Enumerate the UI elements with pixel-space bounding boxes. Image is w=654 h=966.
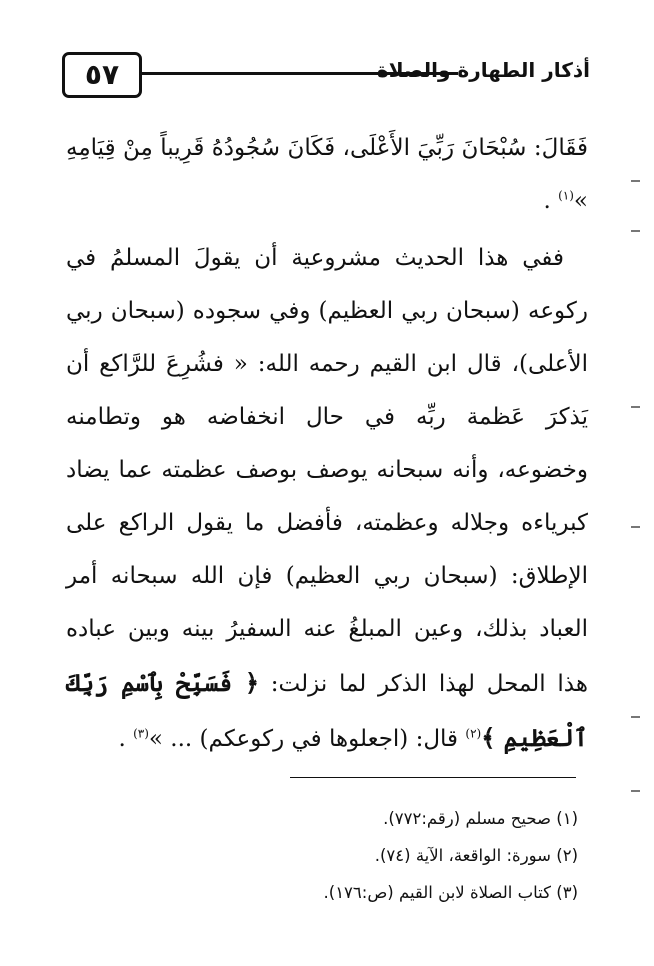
footnote-2: (٢) سورة: الواقعة، الآية (٧٤). bbox=[374, 846, 578, 865]
commentary-end: قال: (اجعلوها في ركوعكم) ... » bbox=[148, 726, 459, 752]
page-number: ٥٧ bbox=[62, 52, 142, 98]
margin-tick-mark bbox=[631, 406, 640, 408]
footnote-ref-3: (٣) bbox=[133, 726, 149, 741]
margin-tick-mark bbox=[631, 790, 640, 792]
body-text bbox=[66, 122, 588, 766]
paragraph-hadith-end: فَقَالَ: سُبْحَانَ رَبِّيَ الأَعْلَى، فَكَانَ سُجُودُهُ قَرِيباً مِنْ قِيَامِهِ »$^{(١)}$ . bbox=[66, 135, 588, 214]
footnote-separator bbox=[290, 777, 576, 778]
quran-verse: ﴿ فَسَبِّحْ بِٱسْمِ رَبِّكَ ٱلْعَظِيمِ ﴾ bbox=[66, 668, 588, 752]
footnotes bbox=[78, 800, 578, 911]
hadith-text: فَقَالَ: سُبْحَانَ رَبِّيَ الأَعْلَى، فَكَانَ سُجُودُهُ قَرِيباً مِنْ قِيَامِهِ » bbox=[66, 135, 588, 214]
footnote-ref-2: (٢) bbox=[465, 726, 482, 741]
footnote-1: (١) صحيح مسلم (رقم:٧٧٢). bbox=[383, 809, 578, 828]
running-title: أذكار الطهارة والصلاة bbox=[376, 58, 590, 82]
paragraph-commentary: ففي هذا الحديث مشروعية أن يقولَ المسلمُ في ركوعه (سبحان ربي العظيم) وفي سجوده (سبحان ربي الأعلى)، قال ابن القيم رحمه الله: « فشُرِعَ للرَّاكع أن يَذكرَ عَظمة ربِّه في حال انخفاضه هو وتطامنه وخضوعه، وأنه سبحانه يوصف بوصف عظمته عما يضاد كبرياءه وجلاله وعظمته، فأفضل ما يقول الراكع على الإطلاق: (سبحان ربي العظيم) فإن الله سبحانه أمر العباد بذلك، وعين المبلغُ عنه السفيرُ بينه وبين عباده هذا المحل لهذا الذكر لما نزلت: ﴿ فَسَبِّحْ بِٱسْمِ رَبِّكَ ٱلْعَظِيمِ ﴾$^{(٢)}$ قال: (اجعلوها في ركوعكم) ... »$^{(٣)}$ . bbox=[66, 245, 588, 752]
margin-tick-mark bbox=[631, 180, 640, 182]
margin-tick-mark bbox=[631, 716, 640, 718]
margin-tick-mark bbox=[631, 526, 640, 528]
page-header bbox=[62, 52, 590, 110]
footnote-ref-1: (١) bbox=[558, 188, 574, 203]
commentary-text: ففي هذا الحديث مشروعية أن يقولَ المسلمُ في ركوعه (سبحان ربي العظيم) وفي سجوده (سبحان ربي الأعلى)، قال ابن القيم رحمه الله: « فشُرِعَ للرَّاكع أن يَذكرَ عَظمة ربِّه في حال انخفاضه هو وتطامنه وخضوعه، وأنه سبحانه يوصف بوصف عظمته عما يضاد كبرياءه وجلاله وعظمته، فأفضل ما يقول الراكع على الإطلاق: (سبحان ربي العظيم) فإن الله سبحانه أمر العباد بذلك، وعين المبلغُ عنه السفيرُ بينه وبين عباده هذا المحل لهذا الذكر لما نزلت: bbox=[66, 245, 588, 697]
margin-tick-mark bbox=[631, 230, 640, 232]
footnote-3: (٣) كتاب الصلاة لابن القيم (ص:١٧٦). bbox=[323, 883, 578, 902]
